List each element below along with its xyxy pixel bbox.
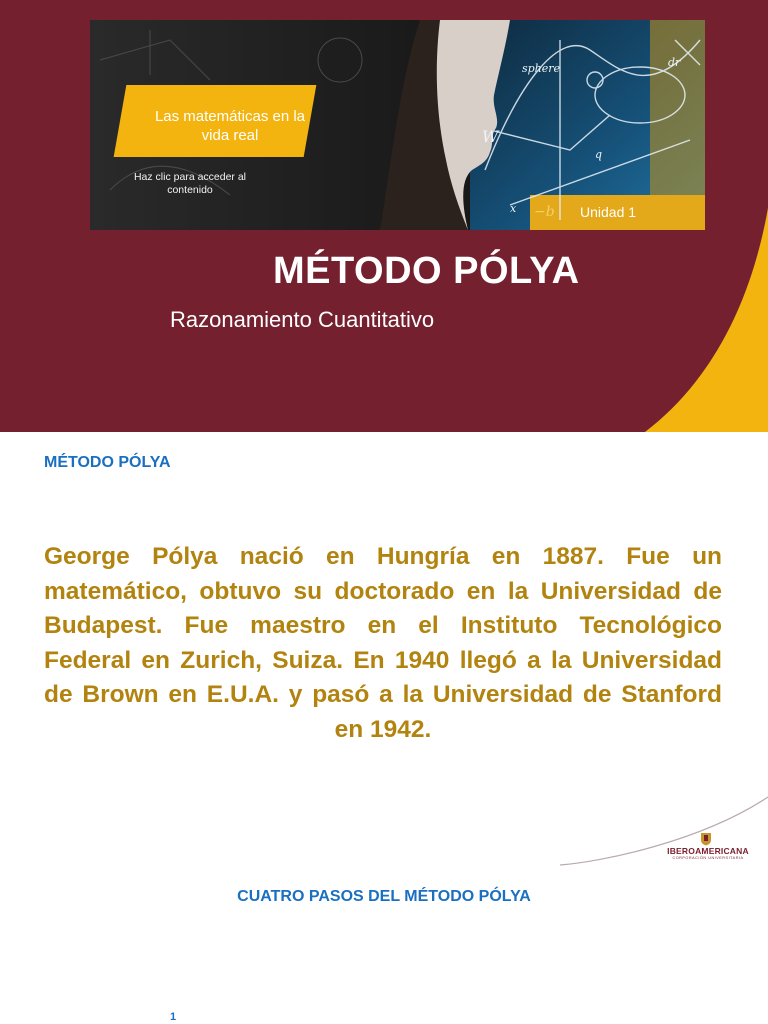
banner-card-title: Las matemáticas en la vida real: [154, 108, 306, 144]
sketch-label: sphere: [522, 62, 561, 75]
unit-label: Unidad 1: [580, 204, 637, 220]
banner-formula: −b: [534, 204, 555, 220]
biography-period: .: [424, 715, 432, 743]
section-heading: MÉTODO PÓLYA: [44, 454, 171, 471]
slide-title: MÉTODO PÓLYA: [273, 250, 580, 292]
shield-icon: [700, 832, 712, 846]
logo-tagline: CORPORACIÓN UNIVERSITARIA: [672, 856, 744, 860]
iberoamericana-logo: [658, 832, 758, 862]
sketch-label: W: [482, 127, 499, 146]
access-content-link[interactable]: Haz clic para acceder al contenido: [133, 171, 247, 196]
cover-slide: [0, 0, 768, 432]
steps-heading: CUATRO PASOS DEL MÉTODO PÓLYA: [237, 888, 531, 905]
sketch-label: x: [510, 202, 517, 215]
sketch-label: dr: [668, 56, 681, 69]
page-number: 1: [170, 1011, 177, 1023]
course-banner[interactable]: [90, 20, 705, 230]
biography-paragraph: [44, 540, 722, 747]
biography-text: George Pólya nació en Hungría en 1887. Fue un matemático, obtuvo su doctorado en la Universidad de Budapest. Fue maestro en el Instituto Tecnológico Federal en Zurich, Suiza. En 1940 llegó a la Universidad de Brown en E.U.A. y pasó a la Universidad de Stanford en 1942: [44, 543, 722, 743]
logo-name: IBEROAMERICANA: [667, 846, 749, 856]
slide-subtitle: Razonamiento Cuantitativo: [170, 307, 435, 332]
sketch-label: q: [595, 148, 603, 161]
